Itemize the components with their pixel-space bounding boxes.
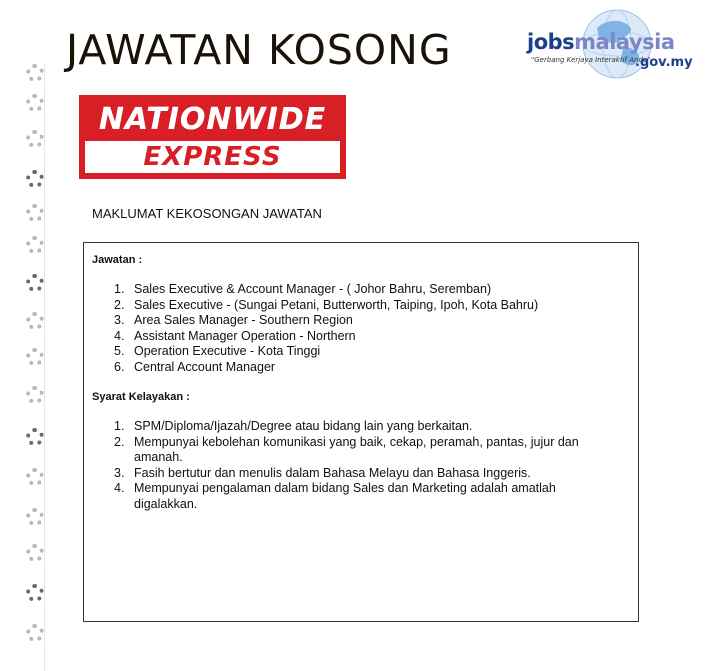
gear-icon — [26, 386, 44, 404]
list-item: 2. Sales Executive - (Sungai Petani, Butterworth, Taiping, Ipoh, Kota Bahru) — [114, 297, 539, 312]
list-item: 3. Fasih bertutur dan menulis dalam Bahasa Melayu dan Bahasa Inggeris. — [114, 465, 531, 480]
gear-icon — [26, 468, 44, 486]
syarat-label: Syarat Kelayakan : — [92, 391, 190, 403]
list-item: 1. SPM/Diploma/Ijazah/Degree atau bidang lain yang berkaitan. — [114, 419, 473, 433]
jawatan-label: Jawatan : — [92, 254, 143, 266]
section-heading: MAKLUMAT KEKOSONGAN JAWATAN — [92, 206, 322, 221]
jobsmalaysia-logo — [525, 6, 693, 82]
gear-icon — [26, 624, 44, 642]
gear-icon — [26, 348, 44, 366]
company-logo-line1: NATIONWIDE — [98, 101, 327, 137]
jobsmalaysia-wordmark: jobsmalaysia — [527, 30, 675, 54]
company-logo-line2: EXPRESS — [85, 141, 340, 173]
list-item: 5. Operation Executive - Kota Tinggi — [114, 344, 321, 359]
vacancy-details-box — [83, 242, 639, 622]
gear-icon — [26, 312, 44, 330]
gear-icon — [26, 544, 44, 562]
gear-icon — [26, 130, 44, 148]
list-item: 2. Mempunyai kebolehan komunikasi yang baik, cekap, peramah, pantas, jujur dan amanah. — [114, 434, 579, 465]
gear-icon — [26, 584, 44, 602]
list-item: 6. Central Account Manager — [114, 359, 276, 374]
jobsmalaysia-tagline: "Gerbang Kerjaya Interaktif Anda" — [531, 56, 651, 64]
gear-icon — [26, 94, 44, 112]
gear-icon — [26, 508, 44, 526]
page-title: JAWATAN KOSONG — [66, 26, 452, 74]
company-logo — [79, 95, 346, 179]
gear-icon — [26, 204, 44, 222]
jobsmalaysia-domain: .gov.my — [635, 55, 693, 70]
gear-icon — [26, 236, 44, 254]
syarat-list — [112, 419, 582, 513]
decorative-gear-strip — [26, 64, 46, 671]
list-item: 1. Sales Executive & Account Manager - ( Johor Bahru, Seremban) — [114, 282, 492, 296]
list-item: 3. Area Sales Manager - Southern Region — [114, 313, 353, 328]
gear-icon — [26, 170, 44, 188]
jawatan-list — [112, 282, 538, 376]
list-item: 4. Mempunyai pengalaman dalam bidang Sales dan Marketing adalah amatlah digalakkan. — [114, 481, 556, 511]
gear-icon — [26, 274, 44, 292]
divider — [44, 64, 45, 671]
list-item: 4. Assistant Manager Operation - Northern — [114, 328, 356, 343]
gear-icon — [26, 428, 44, 446]
gear-icon — [26, 64, 44, 82]
